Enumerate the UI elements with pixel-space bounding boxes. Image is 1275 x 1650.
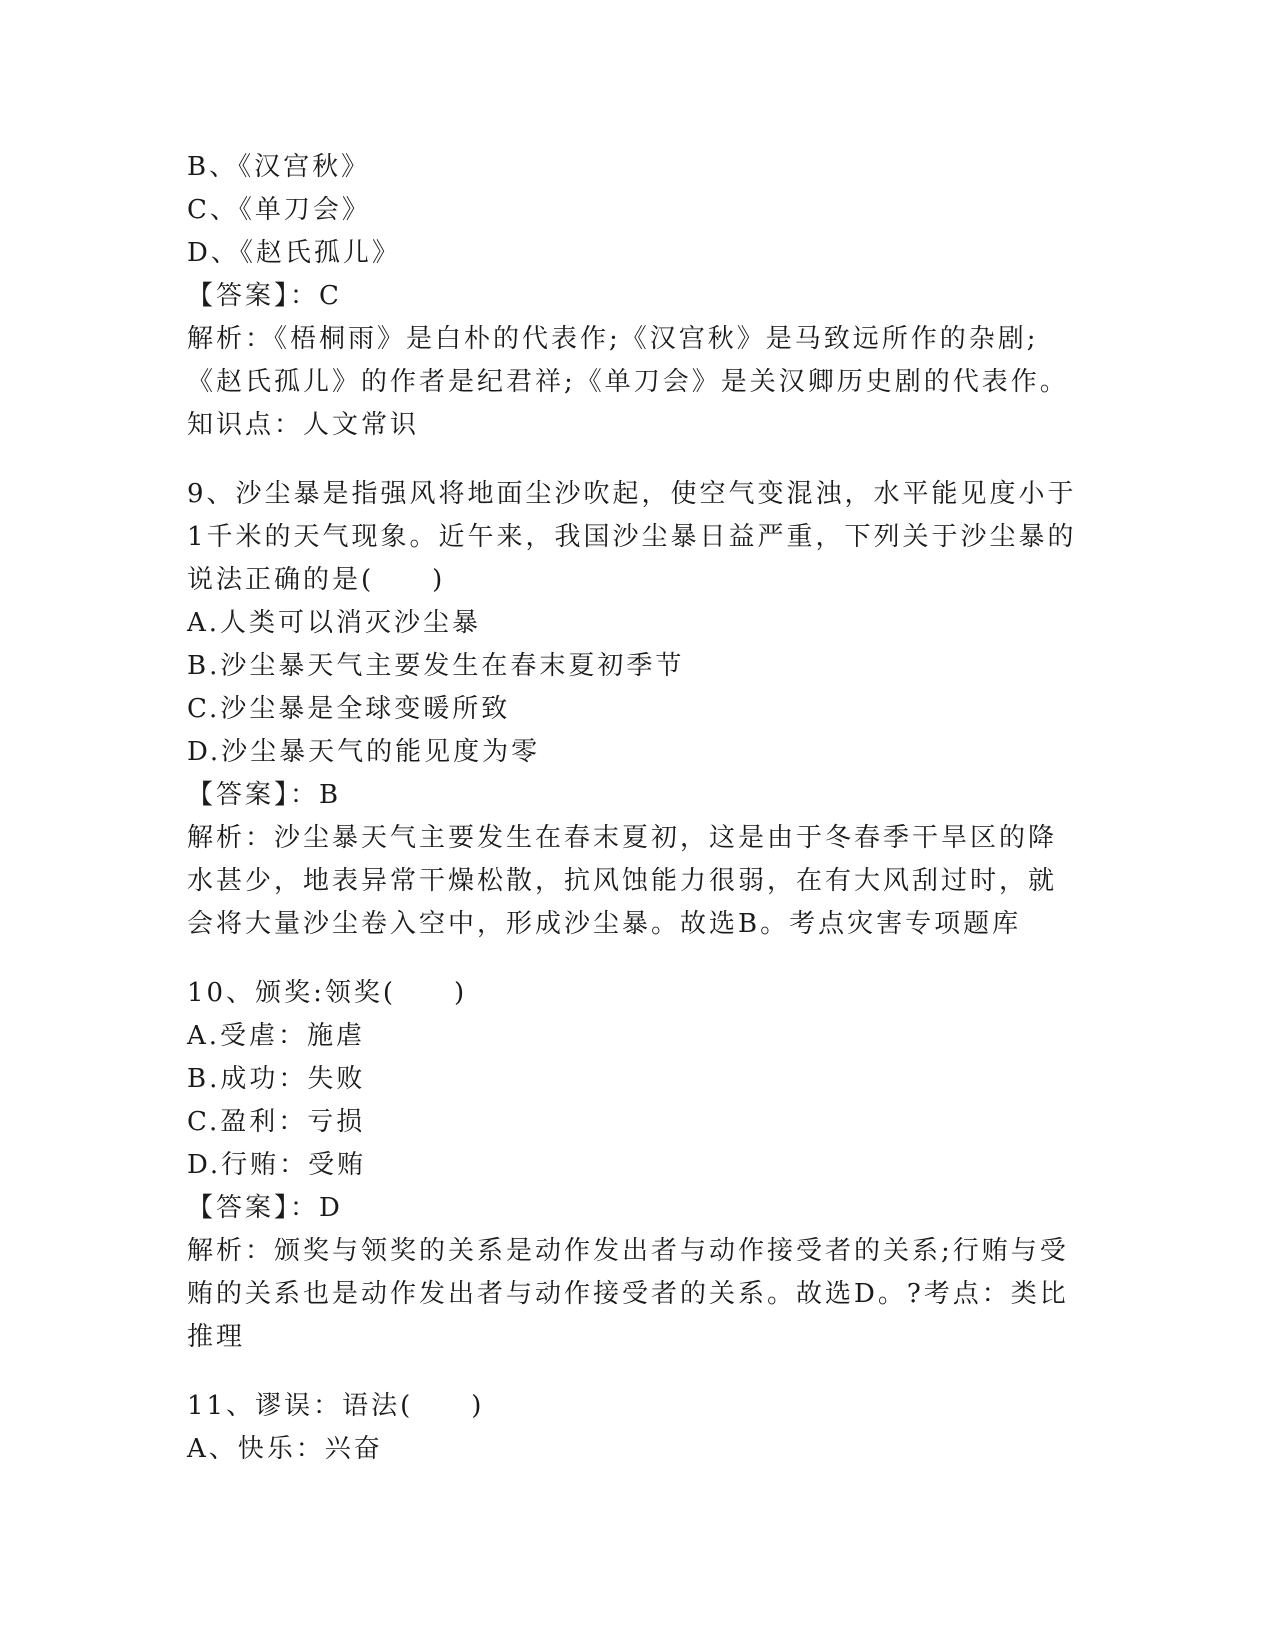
option-d: D、《赵氏孤儿》 <box>187 238 401 268</box>
analysis-line: 推理 <box>187 1322 246 1352</box>
option-b: B、《汉宫秋》 <box>187 152 371 182</box>
analysis-line: 解析：沙尘暴天气主要发生在春末夏初，这是由于冬春季干旱区的降 <box>187 823 1058 853</box>
option-d: D.行贿：受贿 <box>187 1150 367 1180</box>
option-c: C.沙尘暴是全球变暖所致 <box>187 694 511 724</box>
analysis-line: 解析：《梧桐雨》是白朴的代表作;《汉宫秋》是马致远所作的杂剧; <box>187 324 1039 354</box>
question-10 <box>187 972 1087 1359</box>
question-9 <box>187 473 1087 946</box>
question-stem: 1千米的天气现象。近午来，我国沙尘暴日益严重，下列关于沙尘暴的 <box>187 522 1077 552</box>
analysis-line: 解析：颁奖与领奖的关系是动作发出者与动作接受者的关系;行贿与受 <box>187 1236 1069 1266</box>
option-b: B.沙尘暴天气主要发生在春末夏初季节 <box>187 651 685 681</box>
option-a: A.受虐：施虐 <box>187 1021 366 1051</box>
spacer <box>187 946 1087 972</box>
answer: 【答案】：C <box>187 281 342 311</box>
question-stem: 11、谬误：语法( ) <box>187 1391 485 1421</box>
analysis-line: 《赵氏孤儿》的作者是纪君祥;《单刀会》是关汉卿历史剧的代表作。 <box>187 367 1069 397</box>
spacer <box>187 447 1087 473</box>
question-stem: 说法正确的是( ) <box>187 565 446 595</box>
option-d: D.沙尘暴天气的能见度为零 <box>187 737 541 767</box>
analysis-line: 贿的关系也是动作发出者与动作接受者的关系。故选D。?考点：类比 <box>187 1279 1069 1309</box>
document-page <box>187 146 1087 1471</box>
question-11 <box>187 1385 1087 1471</box>
analysis-line: 知识点：人文常识 <box>187 410 420 440</box>
analysis-line: 会将大量沙尘卷入空中，形成沙尘暴。故选B。考点灾害专项题库 <box>187 909 1022 939</box>
question-8 <box>187 146 1087 447</box>
option-c: C.盈利：亏损 <box>187 1107 366 1137</box>
option-a: A.人类可以消灭沙尘暴 <box>187 608 482 638</box>
option-b: B.成功：失败 <box>187 1064 366 1094</box>
spacer <box>187 1359 1087 1385</box>
question-stem: 9、沙尘暴是指强风将地面尘沙吹起，使空气变混浊，水平能见度小于 <box>187 479 1077 509</box>
option-a: A、快乐：兴奋 <box>187 1434 383 1464</box>
question-stem: 10、颁奖:领奖( ) <box>187 978 468 1008</box>
option-c: C、《单刀会》 <box>187 195 371 225</box>
answer: 【答案】：B <box>187 780 342 810</box>
analysis-line: 水甚少，地表异常干燥松散，抗风蚀能力很弱，在有大风刮过时，就 <box>187 866 1058 896</box>
answer: 【答案】：D <box>187 1193 343 1223</box>
